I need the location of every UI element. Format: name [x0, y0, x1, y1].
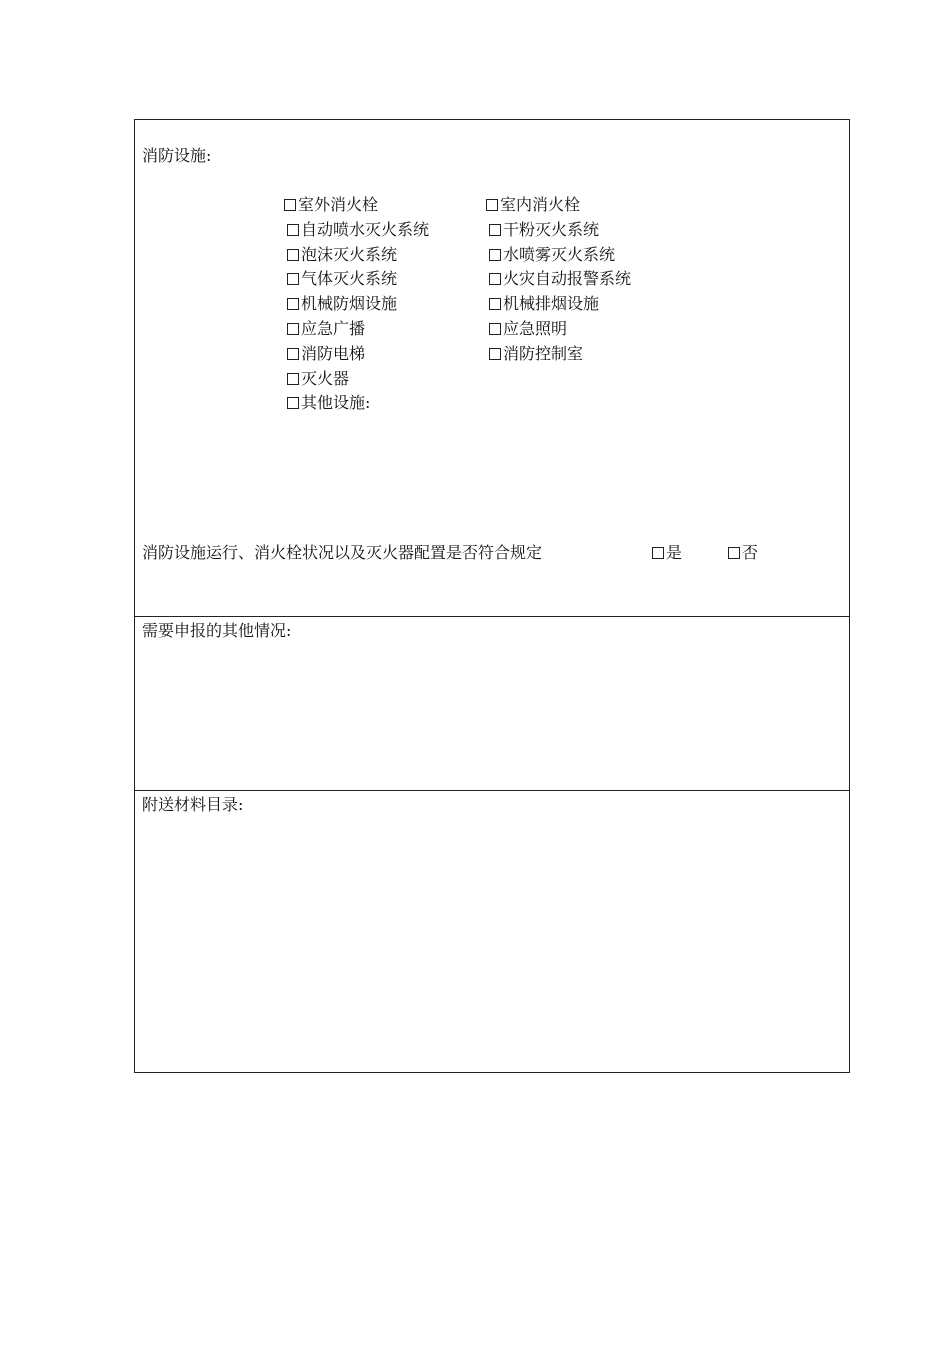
checkbox-icon[interactable] — [489, 348, 501, 360]
checkbox-icon[interactable] — [489, 224, 501, 236]
facility-option[interactable] — [284, 195, 378, 215]
compliance-yes-option[interactable] — [652, 543, 682, 563]
facility-option-label: 室内消火栓 — [500, 195, 581, 214]
checkbox-icon[interactable] — [284, 199, 296, 211]
facility-option-label: 自动喷水灭火系统 — [301, 219, 430, 239]
facility-option-label: 火灾自动报警系统 — [503, 269, 632, 289]
facility-option-label: 其他设施: — [301, 393, 371, 413]
fire-safety-form — [134, 119, 850, 1073]
checkbox-icon[interactable] — [287, 273, 299, 285]
checkbox-icon[interactable] — [287, 224, 299, 236]
facility-option-label: 灭火器 — [301, 368, 350, 388]
facility-option[interactable] — [287, 393, 370, 413]
checkbox-icon[interactable] — [489, 273, 501, 285]
compliance-no-option[interactable] — [728, 543, 758, 563]
facility-option[interactable] — [287, 245, 397, 265]
facility-option[interactable] — [486, 195, 580, 215]
checkbox-icon[interactable] — [287, 373, 299, 385]
facility-option[interactable] — [287, 294, 397, 314]
checkbox-icon[interactable] — [489, 249, 501, 261]
facility-option-label: 泡沫灭火系统 — [301, 244, 398, 264]
facilities-label: 消防设施: — [142, 146, 212, 165]
facility-option[interactable] — [489, 344, 583, 364]
checkbox-icon[interactable] — [287, 298, 299, 310]
facility-option[interactable] — [287, 344, 365, 364]
compliance-question: 消防设施运行、消火栓状况以及灭火器配置是否符合规定 — [142, 543, 543, 562]
checkbox-icon[interactable] — [489, 323, 501, 335]
facility-option-label: 机械防烟设施 — [301, 294, 398, 314]
checkbox-icon[interactable] — [287, 249, 299, 261]
facility-option-label: 气体灭火系统 — [301, 269, 398, 289]
checkbox-icon[interactable] — [287, 323, 299, 335]
facilities-section — [135, 120, 849, 617]
checkbox-icon[interactable] — [489, 298, 501, 310]
checkbox-icon[interactable] — [486, 199, 498, 211]
facility-option-label: 应急照明 — [503, 319, 568, 338]
facility-option[interactable] — [489, 294, 599, 314]
compliance-yes-label: 是 — [666, 543, 683, 562]
checkbox-icon[interactable] — [287, 348, 299, 360]
facility-option[interactable] — [489, 220, 599, 240]
facility-option[interactable] — [489, 245, 615, 265]
facility-option[interactable] — [287, 319, 365, 339]
facility-option[interactable] — [287, 269, 397, 289]
facility-option[interactable] — [287, 369, 349, 389]
compliance-no-label: 否 — [742, 543, 759, 562]
checkbox-icon[interactable] — [652, 547, 664, 559]
checkbox-icon[interactable] — [728, 547, 740, 559]
other-situations-label: 需要申报的其他情况: — [142, 621, 292, 640]
facility-option[interactable] — [489, 319, 567, 339]
facility-option-label: 水喷雾灭火系统 — [503, 244, 616, 264]
facility-option[interactable] — [489, 269, 631, 289]
facility-option-label: 应急广播 — [301, 319, 366, 338]
facility-option-label: 消防电梯 — [301, 343, 366, 363]
facility-option-label: 消防控制室 — [503, 343, 584, 363]
attachments-label: 附送材料目录: — [142, 795, 244, 814]
attachments-section — [135, 791, 849, 1074]
facility-option-label: 室外消火栓 — [298, 195, 379, 214]
facility-option-label: 干粉灭火系统 — [503, 219, 600, 239]
facility-option-label: 机械排烟设施 — [503, 294, 600, 314]
facility-option[interactable] — [287, 220, 429, 240]
checkbox-icon[interactable] — [287, 397, 299, 409]
other-situations-section — [135, 617, 849, 791]
